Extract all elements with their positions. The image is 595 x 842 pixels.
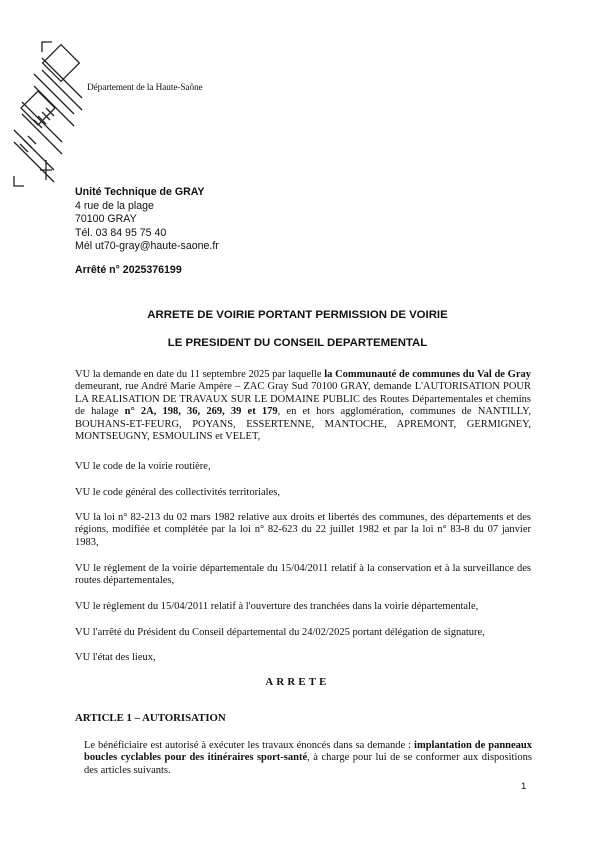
departement-logo [12, 40, 88, 188]
vu-label: VU [75, 461, 91, 472]
arrete-heading: ARRETE [265, 676, 330, 688]
consideration-code-voirie [75, 461, 531, 473]
consideration-reglement-voirie [75, 563, 531, 588]
consideration-text: le code de la voirie routière, [90, 461, 211, 472]
road-numbers: n° 2A, 198, 36, 269, 39 et 179 [124, 406, 278, 418]
request-text-a: la demande en date du 11 septembre 2025 par laquelle [90, 369, 325, 380]
page-number: 1 [521, 781, 527, 792]
article-1-body [84, 740, 532, 777]
phone-number: Tél. 03 84 95 75 40 [75, 226, 167, 239]
address-line-2: 70100 GRAY [75, 213, 137, 226]
consideration-code-collectivites [75, 487, 531, 499]
vu-label: VU [75, 652, 91, 663]
consideration-loi [75, 512, 531, 549]
article-1-title: ARTICLE 1 – AUTORISATION [75, 712, 226, 724]
consideration-text: le règlement du 15/04/2011 relatif à l'ouverture des tranchées dans la voirie départementale, [90, 601, 479, 612]
authority-title: LE PRESIDENT DU CONSEIL DEPARTEMENTAL [167, 337, 428, 349]
consideration-reglement-tranchees [75, 601, 531, 613]
consideration-text: le code général des collectivités territoriales, [90, 487, 280, 498]
consideration-text: l'arrêté du Président du Conseil départemental du 24/02/2025 portant délégation de signature, [90, 627, 485, 638]
consideration-delegation [75, 627, 531, 639]
request-text-c: demeurant, rue André Marie Ampère – ZAC Gray Sud 70100 GRAY, demande L'AUTORISATION POUR LA REALISATION DE TRAVAUX SUR LE DOMAINE PUBLIC des Routes Départementales et chemins de halage [75, 381, 531, 418]
vu-label: VU [75, 512, 91, 523]
vu-label: VU [75, 627, 91, 638]
arrete-number: Arrêté n° 2025376199 [75, 264, 182, 276]
address-line-1: 4 rue de la plage [75, 199, 154, 212]
consideration-request [75, 369, 531, 443]
vu-label: VU [75, 369, 91, 380]
department-name: Département de la Haute-Saône [87, 83, 203, 93]
vu-label: VU [75, 487, 91, 498]
consideration-text: l'état des lieux, [90, 652, 156, 663]
consideration-text: la loi n° 82-213 du 02 mars 1982 relative aux droits et libertés des communes, des départements et des régions, modifiée et complétée par la loi n° 82-623 du 22 juillet 1982 et par la loi n° 83-8 du 07 janvier 1983, [75, 512, 531, 548]
consideration-text: le règlement de la voirie départementale du 15/04/2011 relatif à la conservation et à la surveillance des routes départementales, [75, 563, 531, 587]
request-text-e: , en et hors agglomération, communes de NANTILLY, BOUHANS-ET-FEURG, POYANS, ESSERTENNE, MANTOCHE, APREMONT, GERMIGNEY, MONTSEUGNY, ESMOULINS et VELET, [75, 406, 531, 443]
document-title: ARRETE DE VOIRIE PORTANT PERMISSION DE VOIRIE [147, 309, 448, 321]
vu-label: VU [75, 563, 91, 574]
unit-name: Unité Technique de GRAY [75, 186, 205, 198]
email-address: Mél ut70-gray@haute-saone.fr [75, 240, 219, 253]
article-body-text-a: Le bénéficiaire est autorisé à exécuter les travaux énoncés dans sa demande : [84, 740, 415, 751]
consideration-etat-lieux [75, 652, 531, 664]
works-description: implantation de panneaux boucles cyclables pour des itinéraires sport-santé [84, 740, 533, 764]
unit-address-block [75, 186, 219, 254]
article-body-text-c: , à charge pour lui de se conformer aux dispositions des articles suivants. [84, 752, 532, 776]
vu-label: VU [75, 601, 91, 612]
requester-name: la Communauté de communes du Val de Gray [324, 369, 531, 380]
